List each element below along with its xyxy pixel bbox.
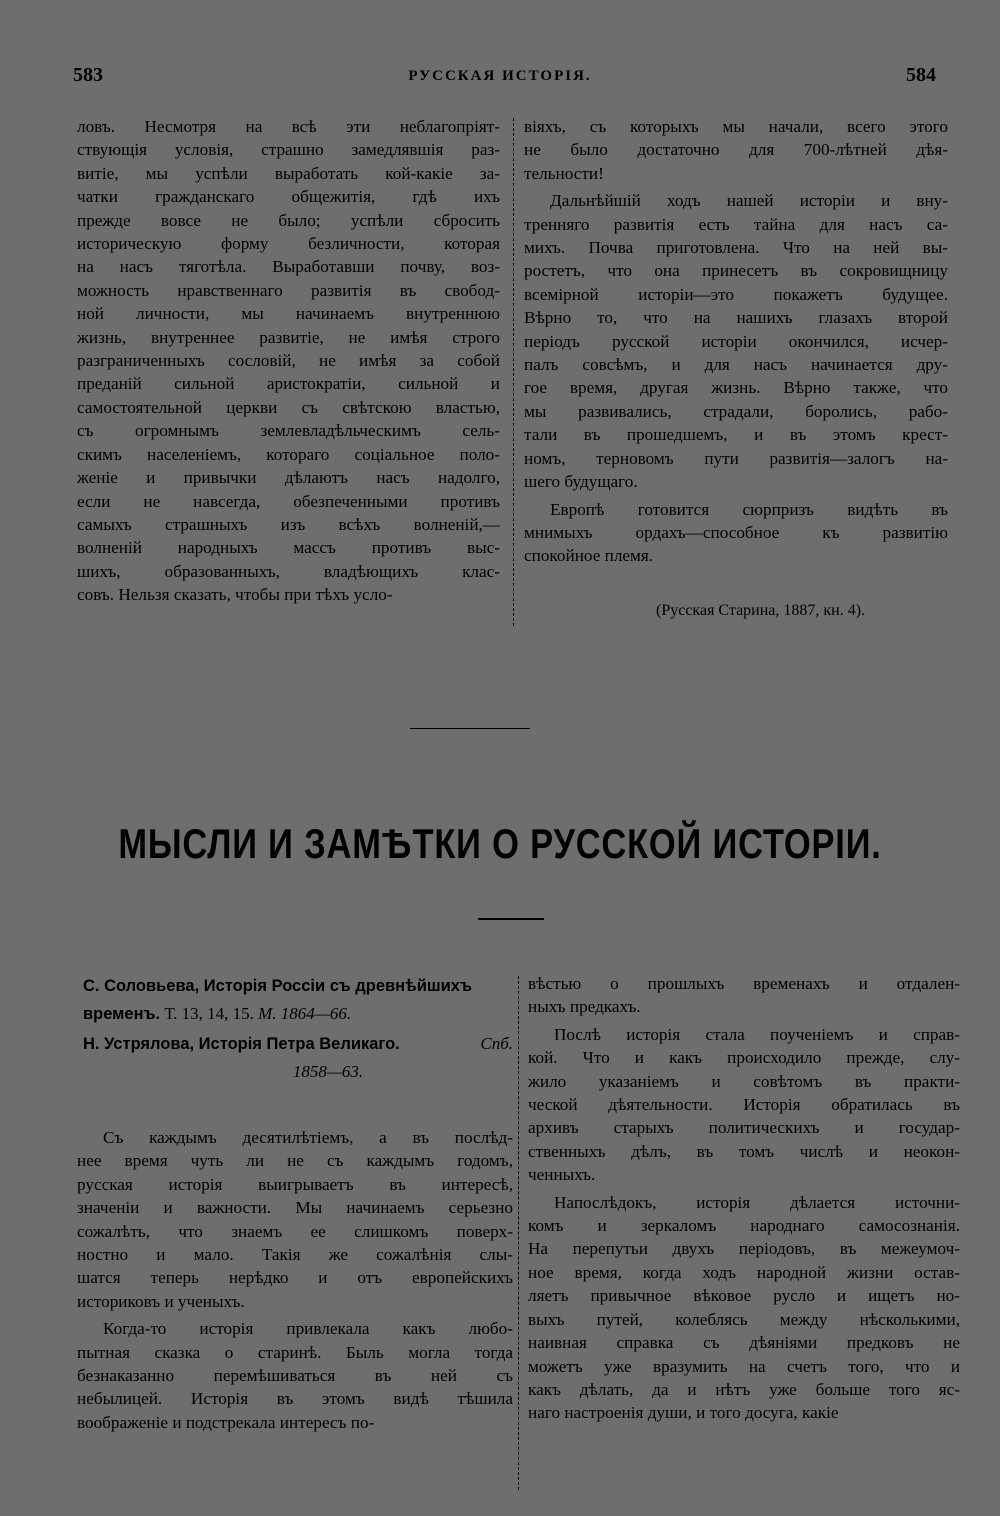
text-line: небылицей. Исторія въ этомъ видѣ тѣшила xyxy=(77,1389,513,1409)
text-line: жило указаніемъ и совѣтомъ въ практи- xyxy=(528,1071,960,1091)
text-line: періодъ русской исторіи окончился, исчер- xyxy=(524,331,948,351)
text-line: ловъ. Несмотря на всѣ эти неблагопріят- xyxy=(77,117,500,136)
text-line: Дальнѣйшій ходъ нашей исторіи и вну- xyxy=(550,191,948,211)
text-line: наивная справка съ дѣяніями предковъ не xyxy=(528,1333,960,1353)
text-line: если не навсегда, обезпеченными противъ xyxy=(77,491,500,511)
text-line: ческой дѣятельности. Исторія обратилась въ xyxy=(528,1095,960,1115)
bib-author-1: С. Соловьева, Исторія Россіи съ древнѣйшихъ xyxy=(83,977,472,995)
bibliography-entry xyxy=(83,1030,513,1086)
text-line: пытная сказка о старинѣ. Быль могла тогда xyxy=(77,1342,513,1362)
bottom-right-column xyxy=(528,972,960,1425)
text-line: тренняго развитія есть тайна для насъ са- xyxy=(524,214,948,234)
text-line: можетъ уже вразумить на счетъ того, что и xyxy=(528,1356,960,1376)
text-line: нее время чуть ли не съ каждымъ годомъ, xyxy=(77,1151,513,1171)
text-line: воображеніе и подстрекала интересъ по- xyxy=(77,1412,375,1432)
text-line: совъ. Нельзя сказать, чтобы при тѣхъ усло- xyxy=(77,585,393,605)
page-number-left: 583 xyxy=(73,64,103,86)
text-line: кой. Что и какъ происходило прежде, слу- xyxy=(528,1048,960,1068)
text-line: тельности! xyxy=(524,163,604,183)
section-divider xyxy=(410,728,530,729)
text-line: ныхъ предкахъ. xyxy=(528,997,641,1017)
text-line: Европѣ готовится сюрпризъ видѣть въ xyxy=(550,499,948,519)
paragraph xyxy=(528,972,960,1019)
text-line: палъ совсѣмъ, и для насъ начинается дру- xyxy=(524,355,948,375)
bibliography-entry xyxy=(83,972,513,1028)
top-right-column xyxy=(524,115,948,568)
bib-author-2: Н. Устрялова, Исторія Петра Великаго. xyxy=(83,1035,400,1053)
bibliography xyxy=(83,972,513,1088)
text-line: чатки гражданскаго общежитія, гдѣ ихъ xyxy=(77,187,500,207)
text-line: Послѣ исторія стала поученіемъ и справ- xyxy=(554,1024,960,1044)
bib-years-2: 1858—63. xyxy=(292,1062,364,1081)
column-divider-bottom xyxy=(518,976,519,1490)
text-line: русская исторія выигрываетъ въ интересѣ, xyxy=(77,1174,513,1194)
text-line: ченныхъ. xyxy=(528,1165,596,1185)
text-line: историковъ и ученыхъ. xyxy=(77,1291,245,1311)
bottom-left-column xyxy=(77,1126,513,1434)
text-line: ростетъ, что она принесетъ въ сокровищницу xyxy=(524,261,948,281)
text-line: самостоятельной церкви съ свѣтскою властью, xyxy=(77,397,500,417)
bib-volumes: Т. 13, 14, 15. xyxy=(164,1004,254,1023)
text-line: женіе и привычки дѣлаютъ насъ надолго, xyxy=(77,468,500,488)
text-line: волненій народныхъ массъ противъ выс- xyxy=(77,538,500,558)
text-line: сожалѣть, что знаемъ ее слишкомъ поверх- xyxy=(77,1221,513,1241)
text-line: разграниченныхъ сословій, не имѣя за собой xyxy=(77,351,500,371)
text-line: шего будущаго. xyxy=(524,472,638,492)
text-line: віяхъ, съ которыхъ мы начали, всего этого xyxy=(524,117,948,136)
text-line: не было достаточно для 700-лѣтней дѣя- xyxy=(524,140,948,160)
text-line: мы развивались, страдали, боролись, рабо- xyxy=(524,401,948,421)
running-header: РУССКАЯ ИСТОРІЯ. xyxy=(408,68,592,84)
text-line: можность нравственнаго развитія въ свобод- xyxy=(77,280,500,300)
text-line: номъ, терновомъ пути развитія—залогъ на- xyxy=(524,448,948,468)
paragraph xyxy=(528,1023,960,1187)
text-line: преданій сильной аристократіи, сильной и xyxy=(77,374,500,394)
text-line: выхъ путей, колеблясь между нѣсколькими, xyxy=(528,1309,960,1329)
text-line: ностно и мало. Такія же сожалѣнія слы- xyxy=(77,1245,513,1265)
text-line: комъ и зеркаломъ народнаго самосознанія. xyxy=(528,1216,960,1236)
text-line: Съ каждымъ десятилѣтіемъ, а въ послѣд- xyxy=(103,1128,513,1147)
text-line: прежде вовсе не было; успѣли сбросить xyxy=(77,210,500,230)
top-left-column xyxy=(77,115,500,607)
paragraph xyxy=(524,115,948,185)
text-line: михъ. Почва приготовлена. Что на ней вы- xyxy=(524,238,948,258)
text-line: архивъ старыхъ политическихъ и государ- xyxy=(528,1118,960,1138)
text-line: скимъ населеніемъ, котораго соціальное поло- xyxy=(77,444,500,464)
text-line: витіе, мы успѣли выработать кой-какіе за- xyxy=(77,163,500,183)
text-line: На перепутьи двухъ періодовъ, въ межеумоч- xyxy=(528,1239,960,1259)
text-line: ствующія условія, страшно замедлявшія раз- xyxy=(77,140,500,160)
text-line: историческую форму безличности, которая xyxy=(77,234,500,254)
bib-place-1: М. 1864—66. xyxy=(258,1004,352,1023)
text-line: ственныхъ дѣлъ, въ томъ числѣ и неокон- xyxy=(528,1141,960,1161)
text-line: жизнь, внутреннее развитіе, не имѣя строго xyxy=(77,327,500,347)
text-line: Вѣрно то, что на нашихъ глазахъ второй xyxy=(524,308,948,328)
text-line: вѣстью о прошлыхъ временахъ и отдален- xyxy=(528,974,960,993)
column-divider-top xyxy=(513,118,514,626)
article-title: МЫСЛИ И ЗАМѢТКИ О РУССКОЙ ИСТОРІИ. xyxy=(118,820,882,867)
text-line: Когда-то исторія привлекала какъ любо- xyxy=(103,1319,513,1339)
text-line: самыхъ страшныхъ изъ всѣхъ волненій,— xyxy=(77,514,500,534)
text-line: ной личности, мы начинаемъ внутреннюю xyxy=(77,304,500,324)
text-line: на насъ тяготѣла. Выработавши почву, воз- xyxy=(77,257,500,277)
text-line: ное время, когда ходъ народной жизни остав- xyxy=(528,1262,960,1282)
text-line: ляетъ привычное вѣковое русло и ищетъ но- xyxy=(528,1286,960,1306)
text-line: всемірной исторіи—это покажетъ будущее. xyxy=(524,284,948,304)
text-line: значеніи и важности. Мы начинаемъ серьезно xyxy=(77,1198,513,1218)
paragraph xyxy=(524,189,948,493)
bib-author-1-cont: временъ. xyxy=(83,1005,161,1023)
bib-place-2: Спб. xyxy=(480,1034,513,1053)
paragraph xyxy=(77,1126,513,1313)
page-number-right: 584 xyxy=(906,64,936,86)
text-line: Напослѣдокъ, исторія дѣлается источни- xyxy=(554,1192,960,1212)
source-note: (Русская Старина, 1887, кн. 4). xyxy=(656,602,866,619)
text-line: наго настроенія души, и того досуга, какіе xyxy=(528,1403,839,1423)
text-line: съ огромнымъ землевладѣльческимъ сель- xyxy=(77,421,500,441)
text-line: какъ дѣлать, да и нѣтъ уже больше того яс- xyxy=(528,1379,960,1399)
paragraph xyxy=(77,1317,513,1434)
title-underline xyxy=(478,918,544,920)
text-line: шатся теперь нерѣдко и отъ европейскихъ xyxy=(77,1268,513,1288)
text-line: гое время, другая жизнь. Вѣрно также, что xyxy=(524,378,948,398)
paragraph xyxy=(524,498,948,568)
text-line: шихъ, образованныхъ, владѣющихъ клас- xyxy=(77,561,500,581)
text-line: безнаказанно перемѣшиваться въ ней съ xyxy=(77,1366,513,1386)
text-line: спокойное племя. xyxy=(524,546,654,566)
paragraph xyxy=(528,1191,960,1425)
text-line: мнимыхъ ордахъ—способное къ развитію xyxy=(524,522,948,542)
text-line: тали въ прошедшемъ, и въ этомъ крест- xyxy=(524,425,948,445)
